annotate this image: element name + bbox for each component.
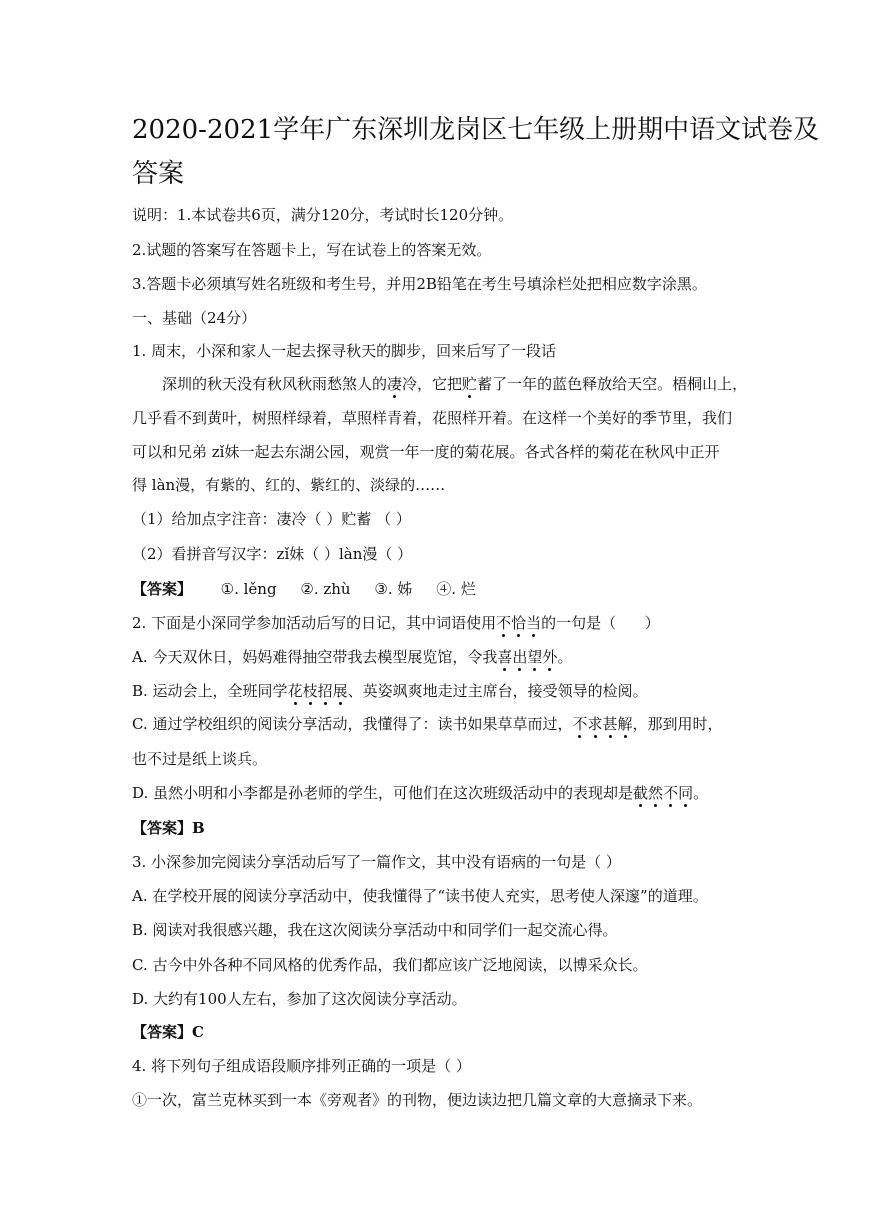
dotted-char: 截 bbox=[633, 784, 649, 802]
q1-sub-question-2: （2）看拼音写汉字：zǐ妹（ ）làn漫（ ） bbox=[132, 545, 413, 563]
dotted-char: 贮 bbox=[462, 375, 478, 393]
q2-stem bbox=[132, 613, 660, 633]
answer-text: ①. lěng ②. zhù ③. 姊 ④. 烂 bbox=[192, 580, 476, 598]
q2-option-a bbox=[132, 647, 572, 667]
dotted-char: 恰 bbox=[511, 614, 527, 632]
dotted-char: 当 bbox=[526, 614, 542, 632]
q2-option-d bbox=[132, 783, 708, 803]
dotted-char: 不 bbox=[496, 614, 512, 632]
q2-option-b bbox=[132, 681, 648, 701]
section-heading-basics: 一、基础（24分） bbox=[132, 309, 257, 327]
q3-option-a: A. 在学校开展的阅读分享活动中，使我懂得了“读书使人充实，思考使人深邃”的道理。 bbox=[132, 887, 708, 905]
dotted-char: 花 bbox=[287, 682, 303, 700]
q1-passage-text: 冷，它把 bbox=[402, 375, 463, 393]
dotted-char: 然 bbox=[648, 784, 664, 802]
dotted-char: 甚 bbox=[602, 715, 618, 733]
option-text: A. 今天双休日，妈妈难得抽空带我去模型展览馆，令我 bbox=[132, 648, 498, 666]
document-title-line-2: 答案 bbox=[132, 159, 185, 189]
q1-passage-line-1 bbox=[162, 374, 747, 394]
option-text: C. 通过学校组织的阅读分享活动，我懂得了：读书如果草草而过， bbox=[132, 715, 573, 733]
q2-stem-text: 2. 下面是小深同学参加活动后写的日记，其中词语使用 bbox=[132, 614, 497, 632]
option-text: 。 bbox=[693, 784, 709, 802]
dotted-char: 不 bbox=[663, 784, 679, 802]
q4-stem: 4. 将下列句子组成语段顺序排列正确的一项是（ ） bbox=[132, 1057, 471, 1075]
q2-answer: 【答案】B bbox=[132, 819, 205, 837]
option-text: 、英姿飒爽地走过主席台，接受领导的检阅。 bbox=[347, 682, 648, 700]
dotted-char: 出 bbox=[512, 648, 528, 666]
q3-answer: 【答案】C bbox=[132, 1023, 204, 1041]
dotted-char: 解 bbox=[617, 715, 633, 733]
dotted-char: 不 bbox=[572, 715, 588, 733]
answer-label: 【答案】 bbox=[132, 580, 193, 598]
dotted-char: 招 bbox=[317, 682, 333, 700]
note-1: 说明：1.本试卷共6页，满分120分，考试时长120分钟。 bbox=[132, 206, 514, 224]
q1-passage-line-2: 几乎看不到黄叶，树照样绿着，草照样青着，花照样开着。在这样一个美好的季节里，我们 bbox=[132, 409, 733, 427]
dotted-char: 求 bbox=[587, 715, 603, 733]
note-2: 2.试题的答案写在答题卡上，写在试卷上的答案无效。 bbox=[132, 241, 492, 259]
q1-passage-text: 深圳的秋天没有秋风秋雨愁煞人的 bbox=[162, 375, 388, 393]
option-text: 。 bbox=[557, 648, 573, 666]
dotted-char: 同 bbox=[678, 784, 694, 802]
option-text: B. 运动会上，全班同学 bbox=[132, 682, 288, 700]
q2-option-c bbox=[132, 714, 723, 734]
q1-passage-text: 蓄了一年的蓝色释放给天空。梧桐山上， bbox=[477, 375, 748, 393]
option-text: D. 虽然小明和小李都是孙老师的学生，可他们在这次班级活动中的表现却是 bbox=[132, 784, 634, 802]
note-3: 3.答题卡必须填写姓名班级和考生号，并用2B铅笔在考生号填涂栏处把相应数字涂黑。 bbox=[132, 275, 707, 293]
document-title-line-1: 2020-2021学年广东深圳龙岗区七年级上册期中语文试卷及 bbox=[132, 115, 820, 145]
dotted-char: 凄 bbox=[387, 375, 403, 393]
dotted-char: 外 bbox=[542, 648, 558, 666]
option-text: ，那到用时， bbox=[632, 715, 723, 733]
q1-answer bbox=[132, 579, 476, 599]
q1-passage-line-4: 得 làn漫，有紫的、红的、紫红的、淡绿的…… bbox=[132, 476, 446, 494]
q2-stem-text: 的一句是（ ） bbox=[541, 614, 660, 632]
q3-stem: 3. 小深参加完阅读分享活动后写了一篇作文，其中没有语病的一句是（ ） bbox=[132, 853, 621, 871]
dotted-char: 望 bbox=[527, 648, 543, 666]
dotted-char: 枝 bbox=[302, 682, 318, 700]
q4-item-1: ①一次，富兰克林买到一本《旁观者》的刊物，便边读边把几篇文章的大意摘录下来。 bbox=[132, 1091, 703, 1109]
q2-option-c-line-2: 也不过是纸上谈兵。 bbox=[132, 750, 268, 768]
q1-passage-line-3: 可以和兄弟 zǐ妹一起去东湖公园，观赏一年一度的菊花展。各式各样的菊花在秋风中正开 bbox=[132, 443, 720, 461]
q3-option-d: D. 大约有100人左右，参加了这次阅读分享活动。 bbox=[132, 990, 467, 1008]
q1-stem: 1. 周末，小深和家人一起去探寻秋天的脚步，回来后写了一段话 bbox=[132, 342, 557, 360]
dotted-char: 喜 bbox=[497, 648, 513, 666]
q1-sub-question-1: （1）给加点字注音：凄冷（ ）贮蓄 （ ） bbox=[132, 510, 411, 528]
q3-option-c: C. 古今中外各种不同风格的优秀作品，我们都应该广泛地阅读，以博采众长。 bbox=[132, 956, 648, 974]
dotted-char: 展 bbox=[332, 682, 348, 700]
q3-option-b: B. 阅读对我很感兴趣，我在这次阅读分享活动中和同学们一起交流心得。 bbox=[132, 921, 618, 939]
